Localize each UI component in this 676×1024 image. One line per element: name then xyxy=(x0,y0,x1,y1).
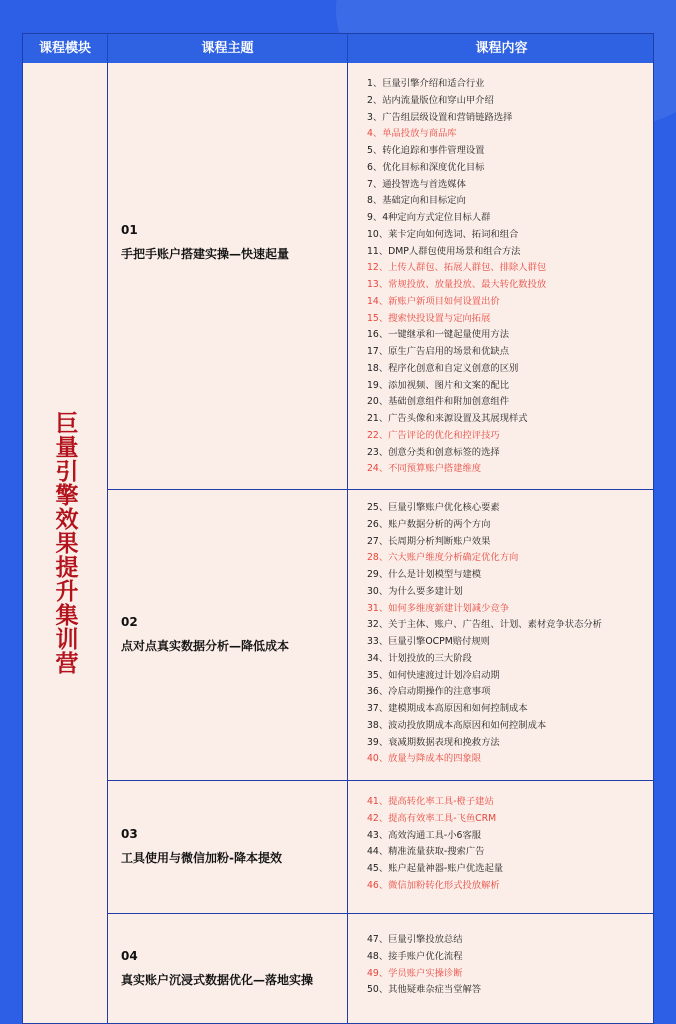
course-item: 7、通投智选与首选媒体 xyxy=(367,178,466,190)
section-content-list xyxy=(367,932,654,999)
section-topic xyxy=(121,218,341,266)
course-item: 27、长周期分析判断账户效果 xyxy=(367,535,491,547)
course-item: 38、波动投放期成本高原因和如何控制成本 xyxy=(367,719,547,731)
course-item: 48、接手账户优化流程 xyxy=(367,950,463,962)
course-item: 8、基础定向和目标定向 xyxy=(367,195,466,207)
camp-title-text: 巨量引擎效果提升集训营 xyxy=(51,411,78,675)
course-item: 46、微信加粉转化形式投放解析 xyxy=(367,879,500,891)
section-title: 手把手账户搭建实操—快速起量 xyxy=(121,247,290,261)
course-item: 36、冷启动期操作的注意事项 xyxy=(367,686,491,698)
course-item: 45、账户起量神器-账户优选起量 xyxy=(367,863,504,874)
course-item: 50、其他疑难杂症当堂解答 xyxy=(367,984,482,996)
course-item: 4、单品投放与商品库 xyxy=(367,128,457,140)
course-item: 24、不同预算账户搭建维度 xyxy=(367,463,482,475)
course-item: 42、提高有效率工具-飞鱼CRM xyxy=(367,812,497,824)
course-item: 33、巨量引擎OCPM赔付规则 xyxy=(367,636,490,647)
course-item: 9、4种定向方式定位目标人群 xyxy=(367,212,491,223)
course-item: 25、巨量引擎账户优化核心要素 xyxy=(367,502,500,513)
section-number: 02 xyxy=(121,615,138,629)
course-item: 37、建模期成本高原因和如何控制成本 xyxy=(367,703,528,714)
course-item: 28、六大账户维度分析确定优化方向 xyxy=(367,552,519,564)
course-item: 26、账户数据分析的两个方向 xyxy=(367,518,491,530)
course-table xyxy=(22,33,654,1024)
course-item: 39、衰减期数据表现和挽救方法 xyxy=(367,736,500,748)
section-content-list xyxy=(367,500,654,768)
course-item: 41、提高转化率工具-橙子建站 xyxy=(367,796,494,807)
section-title: 真实账户沉浸式数据优化—落地实操 xyxy=(121,973,314,987)
course-item: 32、关于主体、账户、广告组、计划、素材竞争状态分析 xyxy=(367,619,602,631)
header-topic: 课程主题 xyxy=(108,34,348,63)
section-title: 点对点真实数据分析—降低成本 xyxy=(121,639,290,653)
section-content-list xyxy=(367,794,654,895)
course-item: 15、搜索快投设置与定向拓展 xyxy=(367,312,491,324)
course-item: 21、广告头像和来源设置及其展现样式 xyxy=(367,413,528,424)
course-item: 19、添加视频、图片和文案的配比 xyxy=(367,379,509,391)
course-item: 44、精准流量获取-搜索广告 xyxy=(367,846,485,858)
section-number: 01 xyxy=(121,223,138,237)
course-item: 1、巨量引擎介绍和适合行业 xyxy=(367,78,485,89)
course-item: 12、上传人群包、拓展人群包、排除人群包 xyxy=(367,262,547,274)
course-item: 17、原生广告启用的场景和优缺点 xyxy=(367,346,509,357)
course-item: 2、站内流量版位和穿山甲介绍 xyxy=(367,94,494,106)
course-item: 3、广告组层级设置和营销链路选择 xyxy=(367,111,513,123)
column-divider xyxy=(347,63,348,1023)
section-number: 03 xyxy=(121,827,138,841)
camp-title xyxy=(23,63,107,1023)
header-content: 课程内容 xyxy=(475,41,528,56)
course-item: 30、为什么要多建计划 xyxy=(367,585,463,597)
row-divider xyxy=(107,780,653,781)
course-item: 16、一键继承和一键起量使用方法 xyxy=(367,329,509,341)
course-item: 29、什么是计划模型与建模 xyxy=(367,569,482,580)
course-item: 6、优化目标和深度优化目标 xyxy=(367,161,485,173)
course-item: 40、放量与降成本的四象限 xyxy=(367,753,482,765)
row-divider xyxy=(107,913,653,914)
course-item: 23、创意分类和创意标签的选择 xyxy=(367,446,500,458)
row-divider xyxy=(107,489,653,490)
course-item: 5、转化追踪和事件管理设置 xyxy=(367,145,485,156)
course-item: 34、计划投放的三大阶段 xyxy=(367,652,472,664)
course-item: 20、基础创意组件和附加创意组件 xyxy=(367,396,509,408)
course-item: 49、学员账户实操诊断 xyxy=(367,967,463,979)
section-topic xyxy=(121,822,341,870)
course-item: 11、DMP人群包使用场景和组合方法 xyxy=(367,245,521,257)
course-item: 22、广告评论的优化和控评技巧 xyxy=(367,429,500,441)
column-divider xyxy=(107,63,108,1023)
course-item: 43、高效沟通工具-小6客服 xyxy=(367,829,482,841)
course-item: 10、莱卡定向如何选词、拓词和组合 xyxy=(367,228,519,240)
section-topic xyxy=(121,944,341,992)
course-item: 14、新账户新项目如何设置出价 xyxy=(367,295,500,307)
course-item: 35、如何快速渡过计划冷启动期 xyxy=(367,669,500,681)
table-header xyxy=(23,34,654,63)
section-number: 04 xyxy=(121,949,138,963)
course-item: 47、巨量引擎投放总结 xyxy=(367,934,463,945)
header-module: 课程模块 xyxy=(23,34,108,63)
course-item: 13、常规投放、放量投放、最大转化数投放 xyxy=(367,279,547,290)
course-item: 18、程序化创意和自定义创意的区别 xyxy=(367,362,519,374)
section-topic xyxy=(121,610,341,658)
section-content-list xyxy=(367,76,654,478)
section-title: 工具使用与微信加粉-降本提效 xyxy=(121,851,282,865)
course-item: 31、如何多维度新建计划减少竞争 xyxy=(367,602,509,614)
